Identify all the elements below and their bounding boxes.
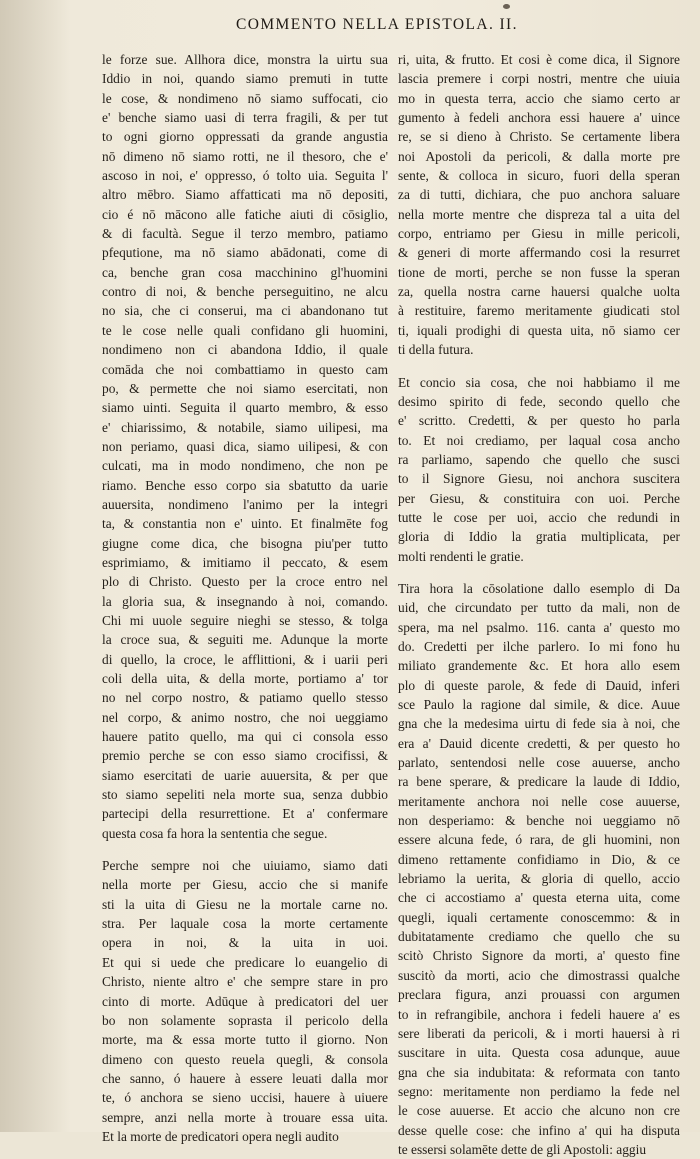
- text-line: uid, che circundato per tutto da mali, non de: [398, 600, 680, 616]
- text-line: quegli, iquali certamente conoscemmo: & in: [398, 909, 680, 925]
- text-line: to. Et noi crediamo, per laqual cosa ancho: [398, 432, 680, 448]
- text-line: to ogni giorno oppressati da grande angustia: [102, 129, 388, 145]
- text-line: nondimeno non ci abandona Iddio, il quale: [102, 342, 388, 358]
- right-column-paragraph: [398, 373, 680, 566]
- text-line: corpo, entriamo per Giesu in mille pericoli,: [398, 226, 680, 242]
- text-line: era a' Dauid dicente credetti, & per questo ho: [398, 735, 680, 751]
- text-line: Et concio sia cosa, che noi habbiamo il me: [398, 374, 680, 390]
- text-line: Et la morte de predicatori opera negli audito: [102, 1128, 339, 1144]
- text-line: bo non solamente soprasta il pericolo della: [102, 1012, 388, 1028]
- text-line: ra bene sperare, & predicare la laude di Iddio,: [398, 774, 680, 790]
- text-line: te le cose nelle quali confidano gli huomini,: [102, 322, 388, 338]
- left-column: [102, 50, 388, 1146]
- text-line: sce Paulo la ragione dal simile, & dice. Auue: [398, 697, 680, 712]
- text-line: e' chiarissimo, & notabile, siamo uilipesi, ma: [102, 419, 388, 435]
- text-line: la gloria sua, & insegnando à noi, comando.: [102, 593, 388, 609]
- left-column-paragraph: [102, 856, 388, 1146]
- text-line: comāda che noi combattiamo in questo cam: [102, 361, 388, 377]
- text-line: sempre, anzi nella morte à trouare essa uita.: [102, 1109, 388, 1125]
- text-line: pfequtione, ma nō siamo abādonati, come di: [102, 245, 388, 261]
- text-line: e' benche siamo uasi di terra fragili, & per tut: [102, 110, 388, 126]
- text-line: cio é nō mācono alle fatiche aiuti di cōsiglio,: [102, 206, 388, 222]
- text-line: auuersita, nondimeno l'animo per la integri: [102, 496, 388, 512]
- text-line: di quello, la croce, le afflittioni, & i uarii peri: [102, 651, 388, 667]
- text-line: le cose auuerse. Et accio che alcuno non cre: [398, 1103, 680, 1119]
- text-line: suscitò da morti, acio che dimostrassi qualche: [398, 967, 680, 983]
- text-line: sere liberati da pericoli, & i morti hauersi à ri: [398, 1025, 680, 1041]
- text-line: suscitare in uita. Questa cosa adunque, auue: [398, 1045, 680, 1061]
- text-line: nel corpo, & animo nostro, che noi ueggiamo: [102, 709, 388, 725]
- text-line: non periamo, quasi dica, siamo uilipesi, & con: [102, 438, 388, 454]
- text-line: Iddio in noi, quando siamo premuti in tutte: [102, 71, 388, 87]
- text-line: no sia, che ci conserui, ma ci abandonano tut: [102, 303, 388, 319]
- text-line: à restituire, faremo meritamente giudicati stol: [398, 303, 680, 319]
- text-line: gna che sia indubitata: & reformata con tanto: [398, 1064, 680, 1080]
- text-line: parlato, sentendosi nelle cose auuerse, ancho: [398, 755, 680, 771]
- text-line: ta, & constantia non e' uinto. Et finalmēte fog: [102, 516, 388, 532]
- text-line: plo di Christo. Questo per la croce entro nel: [102, 574, 388, 590]
- text-line: morte, ma & essa morte tutto il giorno. Non: [102, 1032, 388, 1048]
- text-line: to il Signore Giesu, noi anchora suscitera: [398, 471, 680, 487]
- text-line: cinto di morte. Adūque à predicatori del uer: [102, 993, 388, 1009]
- text-line: ri, uita, & frutto. Et cosi è come dica, il Signore: [398, 52, 680, 67]
- text-line: che ci accostiamo a' questa eterna uita, come: [398, 890, 680, 906]
- text-line: coli della uita, & della morte, portiamo a' tor: [102, 671, 388, 686]
- text-line: Perche sempre noi che uiuiamo, siamo dati: [102, 858, 388, 874]
- text-line: culcati, ma in modo nondimeno, che non pe: [102, 458, 388, 474]
- text-line: Chi mi uuole seguire nieghi se stesso, & tolga: [102, 612, 388, 628]
- text-line: za di tutti, dichiara, che puo anchora saluare: [398, 187, 680, 203]
- text-line: ti, iquali prodighi di questa uita, nō siamo cer: [398, 322, 680, 338]
- text-line: & di facultà. Segue il terzo membro, patiamo: [102, 226, 388, 242]
- text-line: stra. Per laquale cosa la morte certamente: [102, 916, 388, 932]
- text-line: nella morte mentre che dispreza tal a uita del: [398, 206, 680, 222]
- text-line: opera in noi, & la uita in uoi.: [102, 935, 388, 951]
- text-line: molti rendenti le gratie.: [398, 548, 524, 564]
- text-line: e' scritto. Credetti, & per questo ho parla: [398, 413, 680, 429]
- text-line: la croce sua, & seguiti me. Adunque la morte: [102, 632, 388, 648]
- text-line: tutte le cose per uoi, accio che redundi in: [398, 509, 680, 525]
- text-line: ascoso in noi, e' oppresso, ó tolto uia. Seguita l': [102, 168, 388, 184]
- text-line: le forze sue. Allhora dice, monstra la uirtu sua: [102, 52, 388, 67]
- text-line: ca, benche gran cosa macchinino gl'huomini: [102, 264, 388, 280]
- text-line: gloria di Iddio la gratia multiplicata, per: [398, 529, 680, 545]
- text-line: esprimiamo, & imitiamo il peccato, & esem: [102, 554, 388, 570]
- text-line: contro di noi, & benche perseguitino, ne alcu: [102, 284, 388, 300]
- text-line: gna che la medesima uirtu di fede sia à noi, che: [398, 716, 680, 732]
- right-column: [398, 50, 680, 1159]
- text-line: te essersi solamēte dette de gli Apostoli: aggiu: [398, 1141, 647, 1157]
- text-line: Et qui si uede che predicare lo euangelio di: [102, 954, 388, 970]
- text-line: giugne come dica, che bisogna piu'per tutto: [102, 535, 388, 551]
- text-line: gumento à fedeli anchora essi hauere a' uince: [398, 110, 680, 126]
- text-line: desse quelle cose: che infino a' qui ha disputa: [398, 1122, 680, 1138]
- text-line: miliato grandemente &c. Et hora allo esem: [398, 658, 680, 674]
- text-line: riamo. Benche esso corpo sia sbatutto da uarie: [102, 477, 388, 493]
- paragraph-gap: [398, 566, 680, 579]
- text-line: ra parliamo, sapendo che quello che susci: [398, 451, 680, 467]
- text-line: lebriamo la uerita, & gloria di quello, accio: [398, 871, 680, 887]
- text-line: siamo uinti. Seguita il quarto membro, & esso: [102, 400, 388, 416]
- ink-dot: [503, 4, 510, 9]
- text-line: scitò Christo Signore da morti, a' questo fine: [398, 948, 680, 964]
- text-line: desimo spirito di fede, secondo quello che: [398, 393, 680, 409]
- text-line: dimeno con questo reuela quegli, & consola: [102, 1051, 388, 1067]
- text-line: re, se si dieno à Christo. Se certamente libera: [398, 129, 680, 145]
- text-line: sente, & colloca in sicuro, fuori della speran: [398, 168, 680, 184]
- text-line: hauere patito quello, ma qui ci consola esso: [102, 729, 388, 745]
- text-line: partecipi della resurrettione. Et a' confermare: [102, 806, 388, 822]
- text-line: no nel corpo nostro, & patiamo quello stesso: [102, 690, 388, 706]
- text-line: segno: meritamente non perdiamo la fede nel: [398, 1083, 680, 1099]
- text-line: meritamente anchora noi nelle cose auuerse,: [398, 793, 680, 809]
- text-line: dubitatamente crediamo che quello che su: [398, 929, 680, 945]
- text-line: nella morte per Giesu, accio che si manife: [102, 877, 388, 893]
- text-line: dimeno rettamente confidiamo in Dio, & ce: [398, 851, 680, 867]
- left-column-paragraph: [102, 50, 388, 843]
- text-line: siamo esercitati de uarie auuersita, & per que: [102, 767, 388, 783]
- right-column-paragraph: [398, 579, 680, 1159]
- text-line: sti la uita di Giesu ne la mortale carne no.: [102, 896, 388, 912]
- text-line: essere alcuna fede, ó rara, de gli huomini, non: [398, 832, 680, 848]
- text-line: questa cosa fa hora la sententia che segue.: [102, 825, 328, 841]
- text-line: za, quella nostra carne hauersi qualche uolta: [398, 284, 680, 300]
- text-line: Tira hora la cōsolatione dallo esemplo di Da: [398, 580, 680, 596]
- text-line: tione de morti, perche se non fusse la speran: [398, 264, 680, 280]
- right-column-paragraph: [398, 50, 680, 360]
- text-line: spera, ma nel psalmo. 116. canta a' questo mo: [398, 619, 680, 635]
- text-line: sto siamo sepeliti nela morte sua, senza dubbio: [102, 787, 388, 803]
- text-line: & generi di morte affermando cosi la resurret: [398, 245, 680, 261]
- paragraph-gap: [398, 360, 680, 373]
- text-line: lascia premere i corpi nostri, mentre che uiuia: [398, 71, 680, 87]
- text-line: nō dimeno nō siamo rotti, ne il thesoro, che e': [102, 148, 388, 164]
- text-line: mo in questa terra, accio che siamo certo ar: [398, 90, 680, 106]
- text-line: per Giesu, & constituira con uoi. Perche: [398, 490, 680, 506]
- text-line: che sanno, ó hauere à essere leuati dalla mor: [102, 1070, 388, 1086]
- text-line: altro mēbro. Siamo affatticati ma nō depositi,: [102, 187, 388, 203]
- text-line: to in refrangibile, anchora i fedeli hauere a' es: [398, 1006, 680, 1022]
- text-line: non desperiamo: & benche noi ueggiamo nō: [398, 813, 680, 829]
- text-line: le cose, & nondimeno nō siamo suffocati, cio: [102, 90, 388, 106]
- text-line: ti della futura.: [398, 342, 474, 358]
- text-line: preclara figura, anzi prouassi con argumen: [398, 987, 680, 1003]
- paragraph-gap: [102, 843, 388, 856]
- text-line: plo di queste parole, & fede di Dauid, inferi: [398, 677, 680, 693]
- binding-shadow: [0, 0, 70, 1132]
- running-head: COMMENTO NELLA EPISTOLA. II.: [236, 16, 518, 33]
- text-line: premio perche se con esso siamo crocifissi, &: [102, 748, 388, 764]
- text-line: te, ó anchora se sieno uccisi, hauere à uiuere: [102, 1090, 388, 1106]
- text-line: Christo, niente altro e' che sempre stare in pro: [102, 974, 388, 990]
- text-line: po, & permette che noi siamo esercitati, non: [102, 380, 388, 396]
- text-line: do. Credetti per ilche parlero. Io mi fono hu: [398, 638, 680, 654]
- text-line: noi Apostoli da pericoli, & dalla morte pre: [398, 148, 680, 164]
